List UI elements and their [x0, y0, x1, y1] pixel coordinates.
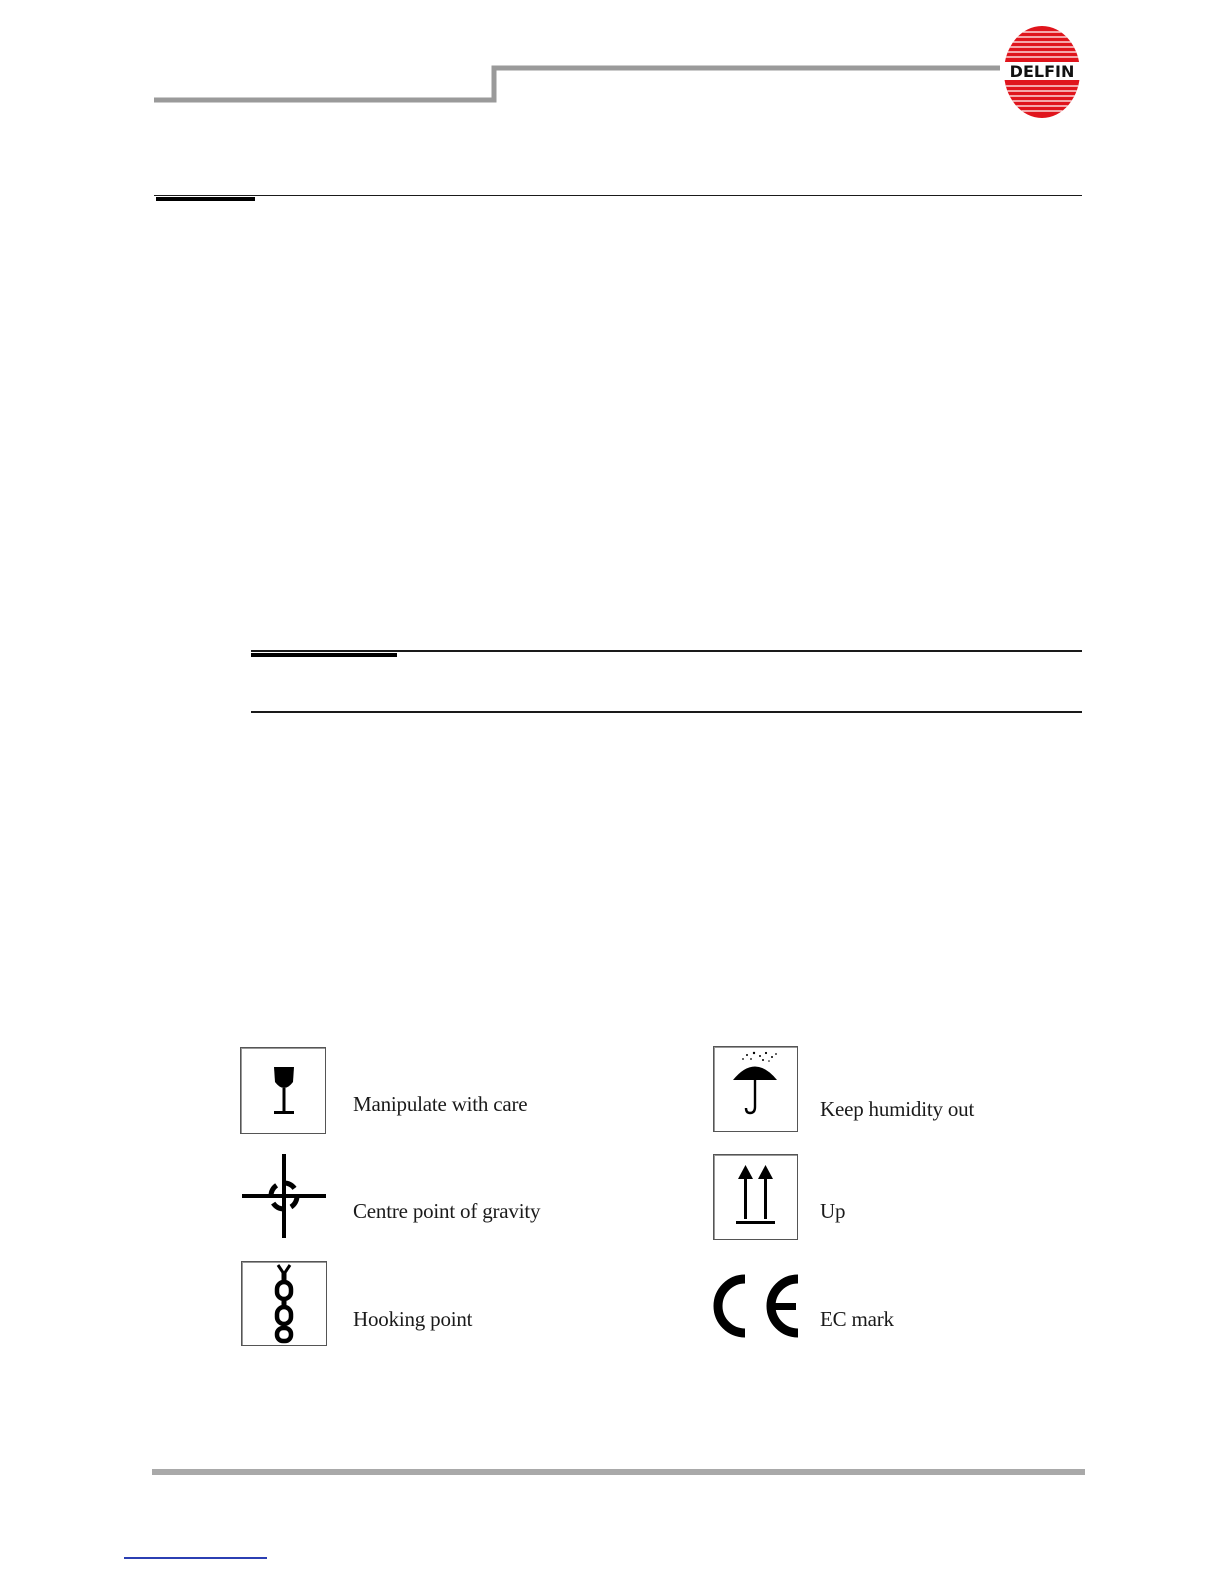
subsection-rule-top-accent — [251, 653, 397, 657]
umbrella-rain-icon — [714, 1047, 797, 1131]
up-label: Up — [820, 1199, 846, 1223]
manipulate-with-care-symbol — [240, 1047, 326, 1134]
subsection-rule-bottom — [251, 711, 1082, 713]
hooking-point-symbol — [241, 1261, 327, 1346]
keep-humidity-out-symbol — [713, 1046, 798, 1132]
hooking-point-label: Hooking point — [353, 1307, 473, 1331]
manipulate-with-care-label: Manipulate with care — [353, 1092, 528, 1116]
up-symbol — [713, 1154, 798, 1240]
ec-mark-label: EC mark — [820, 1307, 894, 1331]
centre-point-of-gravity-symbol — [240, 1152, 328, 1240]
chain-icon — [242, 1262, 326, 1345]
wine-glass-icon — [241, 1048, 325, 1133]
company-logo — [1002, 24, 1082, 120]
arrows-up-icon — [714, 1155, 797, 1239]
subsection-rule-top — [251, 650, 1082, 652]
footer-link-underline[interactable] — [124, 1557, 267, 1559]
keep-humidity-out-label: Keep humidity out — [820, 1097, 975, 1121]
centre-point-of-gravity-label: Centre point of gravity — [353, 1199, 541, 1223]
section-rule-top — [154, 195, 1082, 196]
section-rule-top-accent — [156, 197, 255, 201]
ce-mark-icon — [712, 1273, 802, 1339]
logo-text: DELFIN — [1009, 62, 1075, 81]
ec-mark-symbol — [712, 1273, 802, 1339]
centre-of-gravity-icon — [240, 1152, 328, 1240]
footer-rule — [152, 1469, 1085, 1475]
